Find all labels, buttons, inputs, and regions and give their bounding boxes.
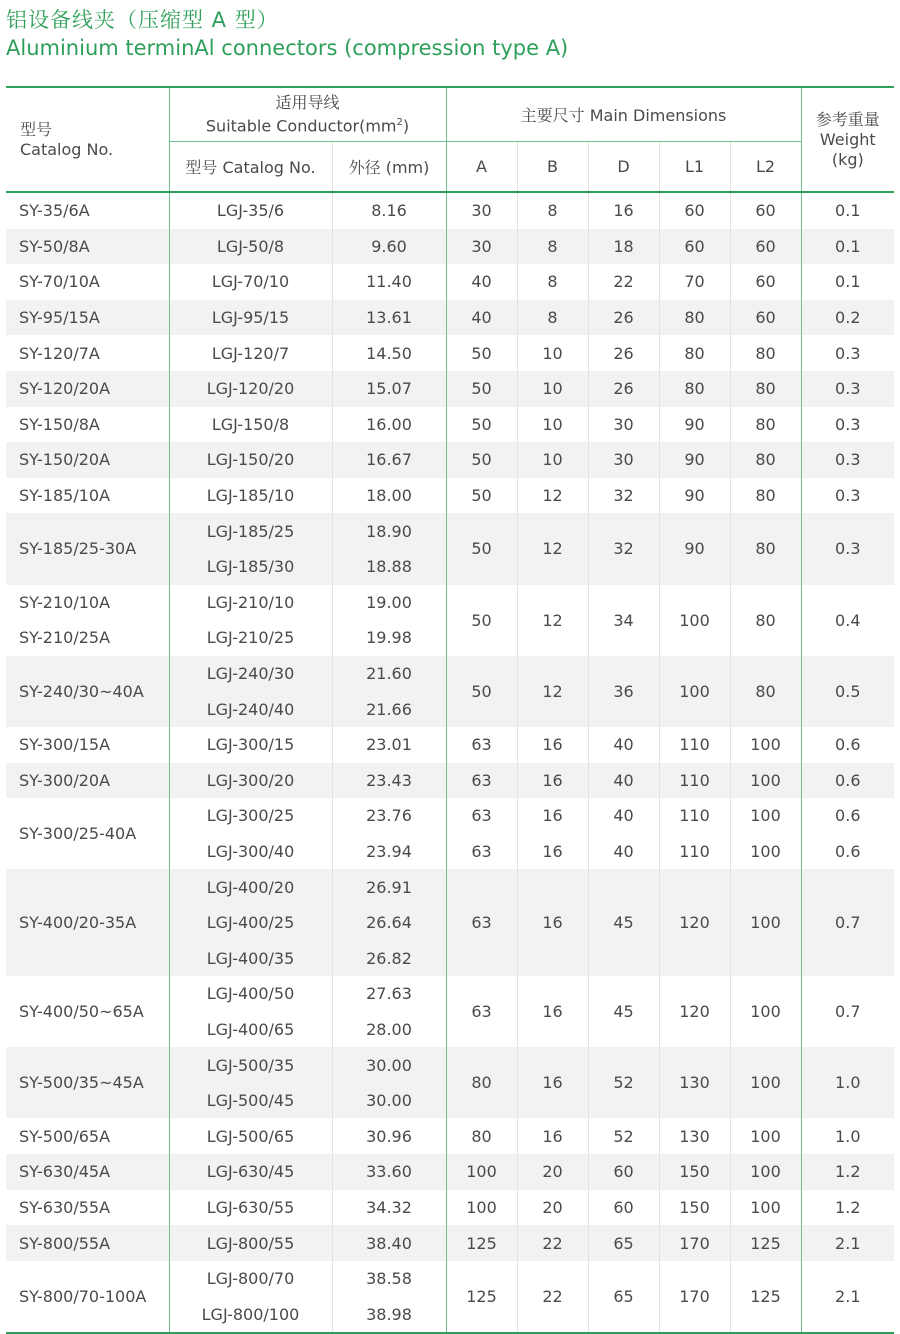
cell-catalog: SY-120/20A — [6, 371, 169, 407]
cell-b: 20 — [517, 1190, 588, 1226]
cell-l1: 150 — [659, 1190, 730, 1226]
cell-l1: 80 — [659, 300, 730, 336]
cell-conductor: LGJ-70/10 — [169, 264, 332, 300]
cell-weight: 0.4 — [835, 610, 861, 630]
cell-diameter: 9.60 — [332, 229, 446, 265]
cell-diameter: 38.58 — [332, 1261, 446, 1297]
cell-weight: 0.3 — [835, 486, 861, 506]
cell-a: 50 — [446, 442, 517, 478]
cell-l1: 90 — [659, 442, 730, 478]
cell-l2: 80 — [730, 442, 801, 478]
table-body — [6, 192, 894, 1333]
cell-weight: 0.7 — [835, 1002, 861, 1022]
cell-catalog: SY-300/20A — [6, 763, 169, 799]
cell-d: 40 — [588, 763, 659, 799]
cell-l2: 100 — [730, 798, 801, 834]
cell-d: 22 — [588, 264, 659, 300]
header-weight-cn: 参考重量 — [815, 109, 880, 129]
cell-conductor: LGJ-500/35 — [169, 1047, 332, 1083]
cell-d: 45 — [588, 869, 659, 976]
cell-weight: 0.1 — [835, 272, 861, 292]
cell-l1: 100 — [659, 656, 730, 727]
cell-diameter: 30.00 — [332, 1083, 446, 1119]
cell-l1: 120 — [659, 869, 730, 976]
cell-diameter: 30.00 — [332, 1047, 446, 1083]
cell-catalog: SY-630/45A — [6, 1154, 169, 1190]
cell-b: 16 — [517, 869, 588, 976]
cell-conductor: LGJ-500/45 — [169, 1083, 332, 1119]
cell-l1: 70 — [659, 264, 730, 300]
cell-l2: 80 — [730, 371, 801, 407]
cell-b: 10 — [517, 335, 588, 371]
cell-conductor: LGJ-300/20 — [169, 763, 332, 799]
cell-l1: 110 — [659, 798, 730, 834]
cell-weight: 0.6 — [835, 806, 861, 826]
cell-d: 60 — [588, 1154, 659, 1190]
cell-a: 63 — [446, 727, 517, 763]
table-row — [6, 513, 894, 549]
cell-a: 100 — [446, 1154, 517, 1190]
table-row — [6, 869, 894, 905]
cell-diameter: 23.94 — [332, 834, 446, 870]
cell-d: 26 — [588, 371, 659, 407]
cell-catalog: SY-300/25-40A — [6, 798, 169, 869]
cell-diameter: 26.91 — [332, 869, 446, 905]
cell-l2: 100 — [730, 1047, 801, 1118]
cell-a: 50 — [446, 656, 517, 727]
header-sub-diameter: 外径 (mm) — [332, 142, 446, 193]
cell-b: 10 — [517, 371, 588, 407]
cell-d: 32 — [588, 513, 659, 584]
cell-a: 50 — [446, 585, 517, 656]
cell-conductor: LGJ-800/70 — [169, 1261, 332, 1297]
cell-catalog: SY-185/25-30A — [6, 513, 169, 584]
cell-a: 40 — [446, 264, 517, 300]
cell-diameter: 14.50 — [332, 335, 446, 371]
cell-a: 63 — [446, 869, 517, 976]
cell-diameter: 23.43 — [332, 763, 446, 799]
cell-conductor: LGJ-400/35 — [169, 940, 332, 976]
cell-b: 8 — [517, 300, 588, 336]
table-row — [6, 656, 894, 692]
cell-b: 10 — [517, 407, 588, 443]
header-col-d: D — [588, 142, 659, 193]
cell-l2: 80 — [730, 585, 801, 656]
cell-d: 45 — [588, 976, 659, 1047]
cell-l2: 100 — [730, 869, 801, 976]
cell-l1: 130 — [659, 1118, 730, 1154]
table-row — [6, 1261, 894, 1297]
cell-conductor: LGJ-185/30 — [169, 549, 332, 585]
cell-conductor: LGJ-120/7 — [169, 335, 332, 371]
cell-conductor: LGJ-300/40 — [169, 834, 332, 870]
cell-weight: 0.1 — [835, 201, 861, 221]
cell-a: 125 — [446, 1261, 517, 1333]
cell-diameter: 18.88 — [332, 549, 446, 585]
table-row — [6, 192, 894, 229]
cell-conductor: LGJ-150/20 — [169, 442, 332, 478]
cell-diameter: 38.40 — [332, 1225, 446, 1261]
cell-weight: 2.1 — [801, 1225, 894, 1261]
cell-d: 52 — [588, 1118, 659, 1154]
cell-diameter: 8.16 — [332, 192, 446, 229]
cell-b: 10 — [517, 442, 588, 478]
header-conductor-en: Suitable $Conductor(mm^2)$ — [205, 116, 410, 136]
cell-weight: 1.0 — [835, 1126, 861, 1146]
title-block — [6, 6, 568, 62]
cell-d: 40 — [588, 727, 659, 763]
cell-b: 8 — [517, 264, 588, 300]
table-row — [6, 1047, 894, 1083]
cell-weight: 0.6 — [801, 763, 894, 799]
cell-a: 50 — [446, 371, 517, 407]
page-title-cn: 铝设备线夹（压缩型 A 型） — [6, 8, 279, 32]
cell-diameter: 19.00 — [332, 585, 446, 621]
cell-l1: 150 — [659, 1154, 730, 1190]
cell-conductor: LGJ-800/55 — [169, 1225, 332, 1261]
cell-d: 52 — [588, 1047, 659, 1118]
cell-diameter: 15.07 — [332, 371, 446, 407]
cell-weight: 0.3 — [801, 442, 894, 478]
cell-diameter: 19.98 — [332, 620, 446, 656]
cell-conductor: LGJ-630/55 — [169, 1190, 332, 1226]
cell-weight: 1.2 — [801, 1154, 894, 1190]
cell-d: 40 — [588, 798, 659, 834]
cell-l2: 100 — [730, 763, 801, 799]
cell-b: 12 — [517, 656, 588, 727]
cell-weight: 0.6 — [835, 841, 861, 861]
cell-a: 50 — [446, 513, 517, 584]
cell-a: 50 — [446, 335, 517, 371]
cell-diameter: 16.67 — [332, 442, 446, 478]
cell-d: 16 — [588, 192, 659, 229]
cell-diameter: 11.40 — [332, 264, 446, 300]
cell-conductor: LGJ-400/25 — [169, 905, 332, 941]
cell-catalog: SY-95/15A — [6, 300, 169, 336]
cell-catalog: SY-400/50~65A — [6, 976, 169, 1047]
cell-l2: 125 — [730, 1225, 801, 1261]
cell-diameter: 33.60 — [332, 1154, 446, 1190]
table-row — [6, 300, 894, 336]
cell-b: 20 — [517, 1154, 588, 1190]
cell-b: 16 — [517, 798, 588, 834]
cell-diameter: 26.82 — [332, 940, 446, 976]
cell-a: 63 — [446, 763, 517, 799]
table-row — [6, 1154, 894, 1190]
cell-weight: 0.2 — [801, 300, 894, 336]
cell-weight: 0.3 — [801, 371, 894, 407]
cell-diameter: 23.01 — [332, 727, 446, 763]
cell-catalog: SY-150/20A — [6, 442, 169, 478]
table-row — [6, 798, 894, 834]
cell-l1: 80 — [659, 371, 730, 407]
cell-l2: 80 — [730, 335, 801, 371]
table-row — [6, 478, 894, 514]
cell-conductor: LGJ-400/50 — [169, 976, 332, 1012]
cell-weight: 0.3 — [801, 513, 894, 584]
cell-l2: 80 — [730, 656, 801, 727]
cell-diameter: 38.98 — [332, 1296, 446, 1333]
cell-l2: 100 — [730, 834, 801, 870]
cell-d: 34 — [588, 585, 659, 656]
cell-catalog: SY-500/35~45A — [6, 1047, 169, 1118]
table-row — [6, 229, 894, 265]
cell-l2: 100 — [730, 1118, 801, 1154]
table-row — [6, 585, 894, 621]
cell-conductor: LGJ-35/6 — [169, 192, 332, 229]
cell-l2: 60 — [730, 264, 801, 300]
cell-d: 65 — [588, 1225, 659, 1261]
cell-weight: 2.1 — [835, 1286, 861, 1306]
cell-b: 12 — [517, 513, 588, 584]
cell-catalog: SY-210/10A — [6, 585, 169, 621]
cell-b: 16 — [517, 763, 588, 799]
header-col-l1: L1 — [659, 142, 730, 193]
cell-catalog: SY-800/55A — [6, 1225, 169, 1261]
cell-a: 40 — [446, 300, 517, 336]
cell-conductor: LGJ-800/100 — [169, 1296, 332, 1333]
table-row — [6, 1190, 894, 1226]
cell-catalog: SY-630/55A — [6, 1190, 169, 1226]
cell-l1: 120 — [659, 976, 730, 1047]
cell-weight: 0.3 — [835, 414, 861, 434]
cell-diameter: 28.00 — [332, 1012, 446, 1048]
cell-b: 12 — [517, 478, 588, 514]
cell-b: 22 — [517, 1261, 588, 1333]
cell-diameter: 16.00 — [332, 407, 446, 443]
header-conductor — [169, 87, 446, 142]
cell-conductor: LGJ-500/65 — [169, 1118, 332, 1154]
cell-l1: 130 — [659, 1047, 730, 1118]
cell-b: 16 — [517, 976, 588, 1047]
cell-b: 8 — [517, 229, 588, 265]
cell-d: 40 — [588, 834, 659, 870]
cell-conductor: LGJ-400/65 — [169, 1012, 332, 1048]
table-row — [6, 976, 894, 1012]
cell-d: 18 — [588, 229, 659, 265]
cell-conductor: LGJ-50/8 — [169, 229, 332, 265]
cell-l2: 100 — [730, 727, 801, 763]
cell-l2: 100 — [730, 1190, 801, 1226]
cell-diameter: 27.63 — [332, 976, 446, 1012]
cell-catalog: SY-500/65A — [6, 1118, 169, 1154]
cell-l2: 60 — [730, 300, 801, 336]
cell-l2: 100 — [730, 976, 801, 1047]
cell-a: 50 — [446, 407, 517, 443]
cell-conductor: LGJ-210/10 — [169, 585, 332, 621]
cell-diameter: 18.90 — [332, 513, 446, 549]
cell-a: 30 — [446, 229, 517, 265]
cell-b: 12 — [517, 585, 588, 656]
cell-conductor: LGJ-240/40 — [169, 691, 332, 727]
header-weight-unit: (kg) — [831, 149, 864, 169]
header-weight-en: Weight — [819, 129, 876, 149]
cell-conductor: LGJ-300/15 — [169, 727, 332, 763]
page-title-en: Aluminium terminAl connectors (compression type A) — [6, 36, 569, 60]
cell-l2: 60 — [730, 229, 801, 265]
cell-l2: 80 — [730, 513, 801, 584]
table-row — [6, 407, 894, 443]
cell-d: 30 — [588, 442, 659, 478]
cell-diameter: 18.00 — [332, 478, 446, 514]
cell-l1: 90 — [659, 407, 730, 443]
cell-a: 100 — [446, 1190, 517, 1226]
cell-l1: 110 — [659, 727, 730, 763]
cell-a: 30 — [446, 192, 517, 229]
cell-conductor: LGJ-300/25 — [169, 798, 332, 834]
cell-b: 8 — [517, 192, 588, 229]
cell-weight: 0.5 — [801, 656, 894, 727]
header-catalog — [6, 87, 169, 192]
cell-l2: 100 — [730, 1154, 801, 1190]
table-row — [6, 763, 894, 799]
cell-catalog: SY-150/8A — [6, 407, 169, 443]
cell-catalog: SY-210/25A — [6, 620, 169, 656]
cell-d: 30 — [588, 407, 659, 443]
cell-l1: 110 — [659, 834, 730, 870]
table-row — [6, 335, 894, 371]
cell-catalog: SY-35/6A — [6, 192, 169, 229]
cell-diameter: 13.61 — [332, 300, 446, 336]
cell-b: 16 — [517, 834, 588, 870]
cell-d: 36 — [588, 656, 659, 727]
cell-l2: 80 — [730, 407, 801, 443]
cell-conductor: LGJ-210/25 — [169, 620, 332, 656]
cell-diameter: 23.76 — [332, 798, 446, 834]
table-row — [6, 371, 894, 407]
cell-catalog: SY-240/30~40A — [6, 656, 169, 727]
cell-weight: 0.1 — [801, 229, 894, 265]
cell-catalog: SY-800/70-100A — [6, 1261, 169, 1333]
cell-conductor: LGJ-400/20 — [169, 869, 332, 905]
spec-table — [6, 86, 894, 1334]
cell-l1: 170 — [659, 1261, 730, 1333]
cell-l1: 60 — [659, 229, 730, 265]
cell-l1: 90 — [659, 513, 730, 584]
cell-l2: 125 — [730, 1261, 801, 1333]
cell-l1: 170 — [659, 1225, 730, 1261]
cell-weight: 0.6 — [835, 735, 861, 755]
cell-b: 16 — [517, 1118, 588, 1154]
cell-a: 63 — [446, 976, 517, 1047]
header-dimensions: 主要尺寸 Main Dimensions — [446, 87, 801, 142]
cell-conductor: LGJ-240/30 — [169, 656, 332, 692]
cell-l1: 80 — [659, 335, 730, 371]
cell-a: 125 — [446, 1225, 517, 1261]
header-weight — [801, 87, 894, 192]
cell-catalog: SY-300/15A — [6, 727, 169, 763]
header-catalog-cn: 型号 — [20, 119, 53, 139]
cell-l2: 60 — [730, 192, 801, 229]
cell-b: 22 — [517, 1225, 588, 1261]
cell-weight: 1.2 — [835, 1197, 861, 1217]
header-col-a: A — [446, 142, 517, 193]
header-col-l2: L2 — [730, 142, 801, 193]
cell-b: 16 — [517, 727, 588, 763]
cell-diameter: 34.32 — [332, 1190, 446, 1226]
cell-diameter: 21.60 — [332, 656, 446, 692]
header-sub-catalog: 型号 Catalog No. — [169, 142, 332, 193]
cell-catalog: SY-50/8A — [6, 229, 169, 265]
cell-l1: 90 — [659, 478, 730, 514]
cell-catalog: SY-185/10A — [6, 478, 169, 514]
cell-weight: 0.3 — [835, 343, 861, 363]
table-row — [6, 1118, 894, 1154]
cell-a: 63 — [446, 834, 517, 870]
cell-weight: 1.0 — [801, 1047, 894, 1118]
cell-d: 60 — [588, 1190, 659, 1226]
header-col-b: B — [517, 142, 588, 193]
cell-conductor: LGJ-120/20 — [169, 371, 332, 407]
cell-conductor: LGJ-185/10 — [169, 478, 332, 514]
table-row — [6, 264, 894, 300]
cell-a: 80 — [446, 1118, 517, 1154]
cell-conductor: LGJ-95/15 — [169, 300, 332, 336]
cell-conductor: LGJ-185/25 — [169, 513, 332, 549]
cell-conductor: LGJ-630/45 — [169, 1154, 332, 1190]
cell-diameter: 30.96 — [332, 1118, 446, 1154]
cell-b: 16 — [517, 1047, 588, 1118]
cell-catalog: SY-70/10A — [6, 264, 169, 300]
cell-catalog: SY-400/20-35A — [6, 869, 169, 976]
cell-a: 50 — [446, 478, 517, 514]
cell-d: 65 — [588, 1261, 659, 1333]
header-conductor-cn: 适用导线 — [275, 92, 340, 112]
table-row — [6, 727, 894, 763]
cell-conductor: LGJ-150/8 — [169, 407, 332, 443]
cell-l1: 60 — [659, 192, 730, 229]
cell-diameter: 21.66 — [332, 691, 446, 727]
cell-l1: 110 — [659, 763, 730, 799]
cell-d: 26 — [588, 335, 659, 371]
cell-diameter: 26.64 — [332, 905, 446, 941]
cell-catalog: SY-120/7A — [6, 335, 169, 371]
header-catalog-en: Catalog No. — [20, 139, 114, 159]
cell-a: 80 — [446, 1047, 517, 1118]
table-row — [6, 442, 894, 478]
cell-a: 63 — [446, 798, 517, 834]
cell-d: 26 — [588, 300, 659, 336]
table-row — [6, 1225, 894, 1261]
table-header — [6, 87, 894, 192]
cell-l2: 80 — [730, 478, 801, 514]
cell-d: 32 — [588, 478, 659, 514]
cell-l1: 100 — [659, 585, 730, 656]
cell-weight: 0.7 — [801, 869, 894, 976]
